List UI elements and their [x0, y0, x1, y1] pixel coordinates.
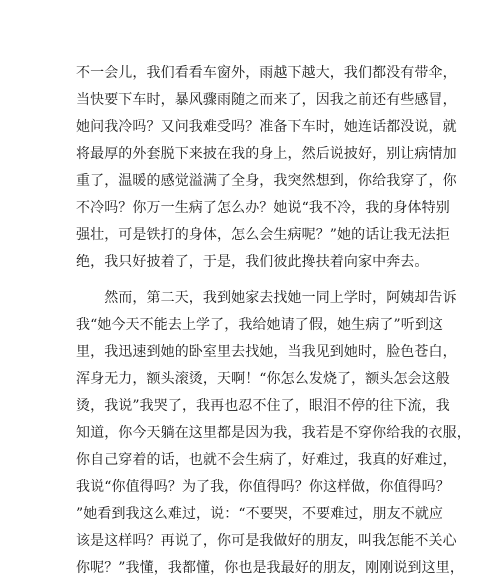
- text-line: 知道，你今天躺在这里都是因为我，我若是不穿你给我的衣服，: [76, 425, 471, 441]
- text-line: 你自己穿着的话，也就不会生病了，好难过，我真的好难过，: [76, 452, 457, 468]
- text-line: 她问我冷吗？又问我难受吗？准备下车时，她连话都没说，就: [76, 119, 457, 135]
- text-line: 然而，第二天，我到她家去找她一同上学时，阿姨却告诉: [76, 290, 457, 306]
- text-line: 将最厚的外套脱下来披在我的身上，然后说披好，别让病情加: [76, 146, 457, 162]
- text-line: ”她看到我这么难过，说：“不要哭，不要难过，朋友不就应: [76, 506, 444, 522]
- text-line: 该是这样吗？再说了，你可是我做好的朋友，叫我怎能不关心: [76, 533, 457, 549]
- text-line: 不一会儿，我们看看车窗外，雨越下越大，我们都没有带伞，: [76, 65, 457, 81]
- text-line: 你呢？”我懂，我都懂，你也是我最好的朋友，刚刚说到这里，: [76, 560, 464, 576]
- text-line: 绝，我只好披着了，于是，我们彼此搀扶着向家中奔去。: [76, 254, 429, 270]
- text-line: 里，我迅速到她的卧室里去找她，当我见到她时，脸色苍白，: [76, 344, 457, 360]
- text-line: 烫，我说”我哭了，我再也忍不住了，眼泪不停的往下流，我: [76, 398, 450, 414]
- text-line: 当快要下车时，暴风骤雨随之而来了，因我之前还有些感冒，: [76, 92, 457, 108]
- text-line: 强壮，可是铁打的身体，怎么会生病呢？”她的话让我无法拒: [76, 227, 450, 243]
- text-line: 我“她今天不能去上学了，我给她请了假，她生病了”听到这: [76, 317, 444, 333]
- text-line: 重了，温暖的感觉溢满了全身，我突然想到，你给我穿了，你: [76, 173, 457, 189]
- paragraph-2: [76, 285, 471, 582]
- paragraph-1: [76, 60, 457, 276]
- text-line: 我说“你值得吗？为了我，你值得吗？你这样做，你值得吗？: [76, 479, 450, 495]
- text-line: 浑身无力，额头滚烫，天啊！“你怎么发烧了，额头怎会这般: [76, 371, 450, 387]
- text-line: 不冷吗？你万一生病了怎么办？她说“我不冷，我的身体特别: [76, 200, 450, 216]
